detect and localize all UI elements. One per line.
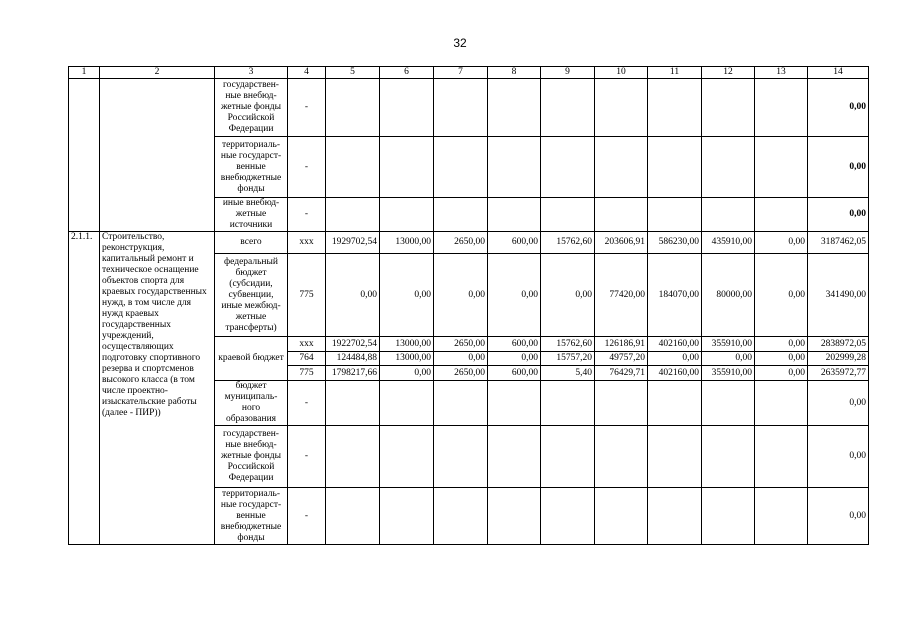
source-cell: иные внебюд-жетные источники	[215, 198, 288, 232]
value-cell: 355910,00	[702, 337, 755, 352]
value-cell: 0,00	[755, 352, 808, 366]
col-header: 14	[808, 67, 869, 79]
value-cell: 15762,60	[541, 232, 595, 254]
total-cell: 0,00	[808, 79, 869, 137]
col-header: 5	[326, 67, 380, 79]
value-cell: 0,00	[648, 352, 702, 366]
col-header: 8	[488, 67, 541, 79]
column-numbers-row	[69, 67, 869, 79]
total-cell: 0,00	[808, 381, 869, 426]
total-cell: 341490,00	[808, 254, 869, 337]
value-cell: 0,00	[702, 352, 755, 366]
value-cell: 15757,20	[541, 352, 595, 366]
value-cell: 2650,00	[434, 232, 488, 254]
value-cell: 600,00	[488, 232, 541, 254]
table-row	[69, 79, 869, 137]
col-header: 11	[648, 67, 702, 79]
empty-name-cell	[100, 79, 215, 232]
budget-table	[68, 66, 869, 545]
value-cell: 0,00	[380, 366, 434, 381]
item-name: Строительство, реконструкция, капитальный ремонт и техническое оснащение объектов спорта для краевых государственных нужд, в том числе для нужд краевых государственных учреждений, осуществляющих подготовку спортивного резерва и спортсменов высокого класса (в том числе проектно-изыскательские работы (далее - ПИР))	[100, 232, 215, 545]
value-cell: 1922702,54	[326, 337, 380, 352]
value-cell: 1798217,66	[326, 366, 380, 381]
value-cell: 80000,00	[702, 254, 755, 337]
value-cell: 15762,60	[541, 337, 595, 352]
value-cell: 0,00	[434, 254, 488, 337]
col-header: 6	[380, 67, 434, 79]
code-cell: 775	[288, 254, 326, 337]
col-header: 2	[100, 67, 215, 79]
code-cell: 775	[288, 366, 326, 381]
source-cell: федеральный бюджет (субсидии, субвенции, иные межбюд-жетные трансферты)	[215, 254, 288, 337]
code-cell: -	[288, 488, 326, 545]
code-cell: -	[288, 426, 326, 488]
value-cell: 203606,91	[595, 232, 648, 254]
value-cell: 1929702,54	[326, 232, 380, 254]
value-cell: 2650,00	[434, 366, 488, 381]
col-header: 1	[69, 67, 100, 79]
source-cell: краевой бюджет	[215, 337, 288, 381]
code-cell: -	[288, 381, 326, 426]
code-cell: -	[288, 79, 326, 137]
value-cell: 2650,00	[434, 337, 488, 352]
page-number: 32	[453, 36, 467, 50]
value-cell: 13000,00	[380, 337, 434, 352]
value-cell: 600,00	[488, 337, 541, 352]
source-cell: государствен-ные внебюд-жетные фонды Российской Федерации	[215, 79, 288, 137]
value-cell: 600,00	[488, 366, 541, 381]
value-cell: 0,00	[755, 232, 808, 254]
value-cell: 0,00	[488, 352, 541, 366]
col-header: 10	[595, 67, 648, 79]
value-cell: 0,00	[755, 366, 808, 381]
value-cell: 13000,00	[380, 232, 434, 254]
col-header: 7	[434, 67, 488, 79]
value-cell: 0,00	[326, 254, 380, 337]
value-cell: 355910,00	[702, 366, 755, 381]
value-cell: 402160,00	[648, 337, 702, 352]
value-cell: 0,00	[380, 254, 434, 337]
col-header: 9	[541, 67, 595, 79]
code-cell: ххх	[288, 337, 326, 352]
total-cell: 0,00	[808, 137, 869, 198]
code-cell: 764	[288, 352, 326, 366]
total-cell: 2635972,77	[808, 366, 869, 381]
col-header: 12	[702, 67, 755, 79]
col-header: 4	[288, 67, 326, 79]
value-cell: 0,00	[434, 352, 488, 366]
source-cell: территориаль-ные государст-венные внебюджетные фонды	[215, 488, 288, 545]
col-header: 3	[215, 67, 288, 79]
source-cell: государствен-ные внебюд-жетные фонды Российской Федерации	[215, 426, 288, 488]
value-cell: 402160,00	[648, 366, 702, 381]
value-cell: 586230,00	[648, 232, 702, 254]
value-cell: 77420,00	[595, 254, 648, 337]
value-cell: 49757,20	[595, 352, 648, 366]
col-header: 13	[755, 67, 808, 79]
value-cell: 13000,00	[380, 352, 434, 366]
value-cell: 0,00	[541, 254, 595, 337]
total-cell: 0,00	[808, 198, 869, 232]
total-cell: 0,00	[808, 426, 869, 488]
value-cell: 184070,00	[648, 254, 702, 337]
empty-index-cell	[69, 79, 100, 232]
source-cell: всего	[215, 232, 288, 254]
code-cell: ххх	[288, 232, 326, 254]
source-cell: бюджет муниципаль-ного образования	[215, 381, 288, 426]
source-cell: территориаль-ные государст-венные внебюджетные фонды	[215, 137, 288, 198]
value-cell: 0,00	[755, 254, 808, 337]
value-cell: 0,00	[488, 254, 541, 337]
value-cell: 126186,91	[595, 337, 648, 352]
total-cell: 0,00	[808, 488, 869, 545]
total-cell: 2838972,05	[808, 337, 869, 352]
code-cell: -	[288, 137, 326, 198]
value-cell: 0,00	[755, 337, 808, 352]
total-cell: 3187462,05	[808, 232, 869, 254]
value-cell: 124484,88	[326, 352, 380, 366]
total-cell: 202999,28	[808, 352, 869, 366]
value-cell: 76429,71	[595, 366, 648, 381]
value-cell: 435910,00	[702, 232, 755, 254]
code-cell: -	[288, 198, 326, 232]
table-row	[69, 232, 869, 254]
value-cell: 5,40	[541, 366, 595, 381]
item-index: 2.1.1.	[69, 232, 100, 545]
